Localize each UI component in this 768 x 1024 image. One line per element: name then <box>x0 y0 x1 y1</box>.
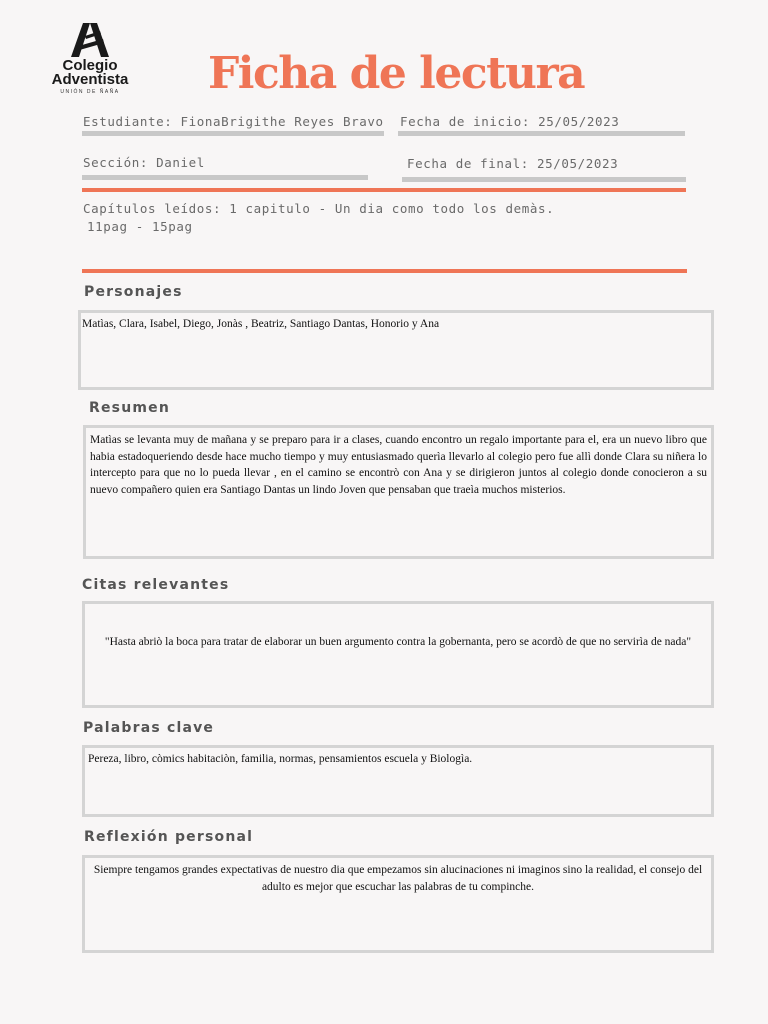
orange-divider-top <box>82 188 686 192</box>
logo-text-adventista: Adventista <box>51 71 129 88</box>
personajes-box <box>78 310 714 390</box>
citas-label: Citas relevantes <box>82 577 230 593</box>
palabras-clave-box <box>82 745 714 817</box>
reflexion-text: Siempre tengamos grandes expectativas de nuestro dia que empezamos sin alucinaciones ni imaginos sino la realidad, el consejo del adulto es mejor que escuchar las palabras de tu compinche. <box>93 864 703 893</box>
logo-text-colegio: Colegio <box>62 57 118 74</box>
citas-box <box>82 601 714 708</box>
school-logo-icon <box>70 22 110 58</box>
start-date-underline <box>398 131 685 136</box>
palabras-clave-label: Palabras clave <box>83 720 215 736</box>
page-title: Ficha de lectura <box>208 48 585 99</box>
resumen-box <box>83 425 714 559</box>
personajes-text: Matìas, Clara, Isabel, Diego, Jonàs , Beatriz, Santiago Dantas, Honorio y Ana <box>82 318 440 330</box>
reflexion-label: Reflexión personal <box>84 829 254 845</box>
resumen-text: Matìas se levanta muy de mañana y se preparo para ir a clases, cuando encontro un regalo importante para el, era un nuevo libro que habia estadoqueriendo desde hace mucho tiempo y muy entusiasmado querìa llevarlo al colegio pero fue allì donde Clara su niñera lo intercepto para que no lo pueda llevar , en el camino se encontrò con Ana y se dirigieron juntos al colegio donde conocieron a su nuevo compañero quien era Santiago Dantas un lindo Joven que pensaban que traeìa muchos misterios. <box>90 434 707 496</box>
pages-read-field: 11pag - 15pag <box>87 219 193 234</box>
resumen-label: Resumen <box>89 400 171 416</box>
citas-text: "Hasta abriò la boca para tratar de elaborar un buen argumento contra la gobernanta, pero se acordò de que no servirìa de nada" <box>104 636 692 648</box>
logo-text-union: UNIÓN DE ÑAÑA <box>60 89 120 95</box>
student-underline <box>82 131 384 136</box>
palabras-clave-text: Pereza, libro, còmics habitaciòn, familia, normas, pensamientos escuela y Biologìa. <box>88 753 473 765</box>
section-underline <box>82 175 368 180</box>
chapters-read-field: Capítulos leídos: 1 capitulo - Un dia como todo los demàs. <box>83 201 555 216</box>
end-date-field: Fecha de final: 25/05/2023 <box>407 156 619 171</box>
student-field: Estudiante: FionaBrigithe Reyes Bravo <box>83 114 384 129</box>
orange-divider-bottom <box>82 269 687 273</box>
reflexion-box <box>82 855 714 953</box>
personajes-label: Personajes <box>84 284 183 300</box>
end-date-underline <box>402 177 686 182</box>
section-field: Sección: Daniel <box>83 155 205 170</box>
start-date-field: Fecha de inicio: 25/05/2023 <box>400 114 620 129</box>
